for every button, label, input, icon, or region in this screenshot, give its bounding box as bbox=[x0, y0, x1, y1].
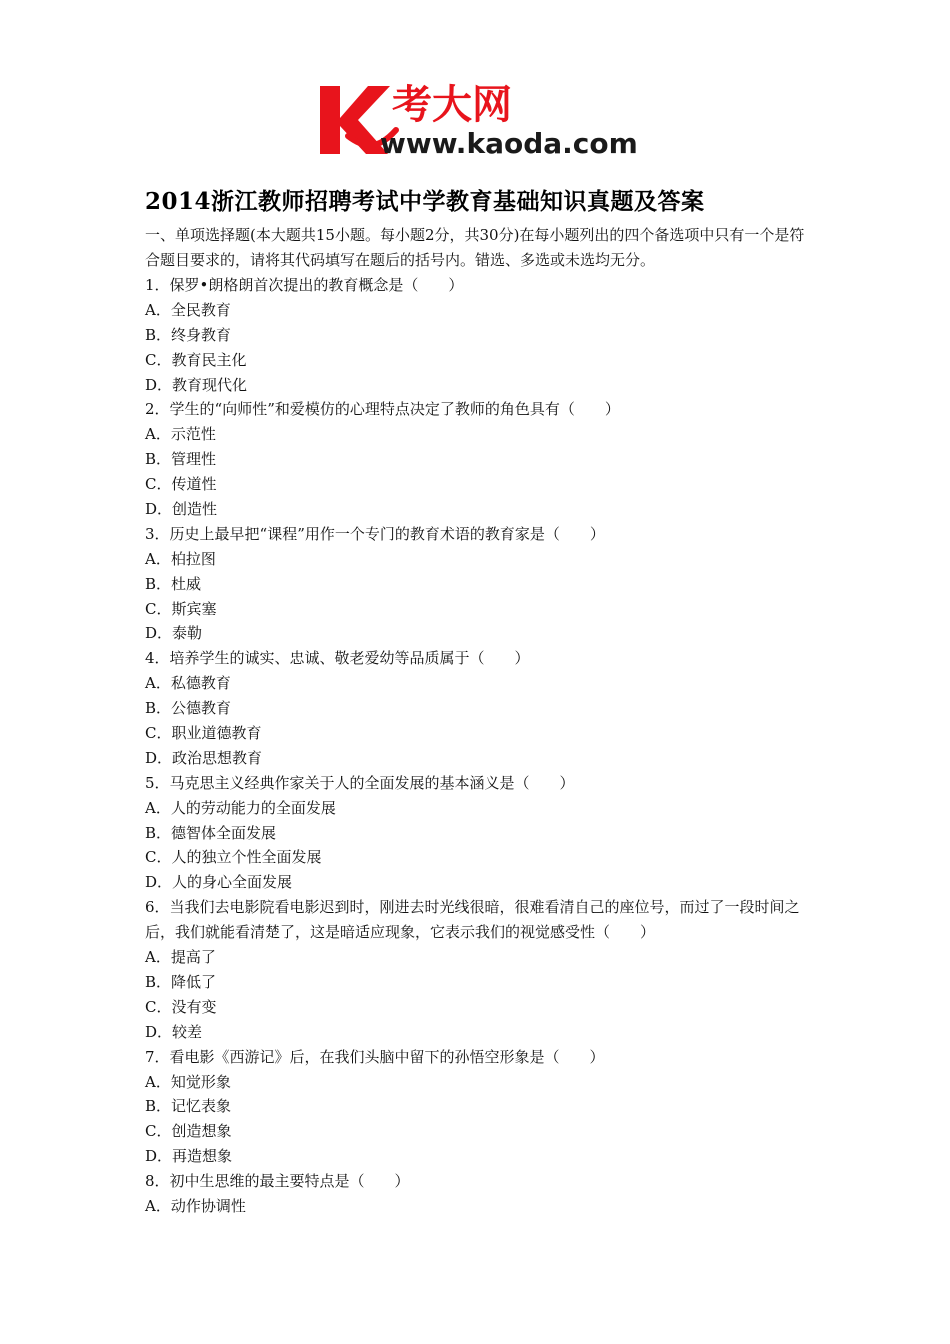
question-item bbox=[145, 1045, 815, 1169]
answer-option: B．终身教育 bbox=[145, 325, 232, 344]
answer-option: C．没有变 bbox=[145, 997, 217, 1016]
answer-option: A．提高了 bbox=[145, 948, 216, 967]
answer-option: C．教育民主化 bbox=[145, 350, 247, 369]
answer-option: A．全民教育 bbox=[145, 300, 231, 319]
answer-option: B．降低了 bbox=[145, 972, 217, 991]
answer-option: A．柏拉图 bbox=[145, 549, 216, 568]
answer-option: C．职业道德教育 bbox=[145, 724, 262, 743]
question-item bbox=[145, 397, 815, 521]
question-item bbox=[145, 895, 815, 1044]
question-item bbox=[145, 646, 815, 770]
question-list bbox=[145, 273, 815, 1219]
answer-option: D．较差 bbox=[145, 1022, 203, 1041]
answer-option: A．私德教育 bbox=[145, 674, 231, 693]
question-item bbox=[145, 1169, 815, 1219]
answer-option: B．德智体全面发展 bbox=[145, 823, 277, 842]
answer-option: D．再造想象 bbox=[145, 1147, 233, 1166]
section-instructions: 一、单项选择题(本大题共15小题。每小题2分，共30分)在每小题列出的四个备选项中只有一个是符合题目要求的，请将其代码填写在题后的括号内。错选、多选或未选均无分。 bbox=[145, 226, 805, 269]
kaoda-logo bbox=[318, 78, 640, 164]
answer-option: A．动作协调性 bbox=[145, 1196, 246, 1215]
question-item bbox=[145, 273, 815, 397]
answer-option: C．斯宾塞 bbox=[145, 599, 217, 618]
answer-option: C．传道性 bbox=[145, 475, 217, 494]
answer-option: A．示范性 bbox=[145, 425, 216, 444]
answer-option: D．人的身心全面发展 bbox=[145, 873, 293, 892]
question-stem: 3．历史上最早把“课程”用作一个专门的教育术语的教育家是（ ） bbox=[145, 524, 605, 543]
answer-option: B．管理性 bbox=[145, 450, 217, 469]
svg-text:www.kaoda.com: www.kaoda.com bbox=[380, 127, 638, 160]
answer-option: A．人的劳动能力的全面发展 bbox=[145, 798, 336, 817]
answer-option: D．泰勒 bbox=[145, 624, 203, 643]
question-stem: 2．学生的“向师性”和爱模仿的心理特点决定了教师的角色具有（ ） bbox=[145, 400, 620, 419]
question-stem: 4．培养学生的诚实、忠诚、敬老爱幼等品质属于（ ） bbox=[145, 649, 530, 668]
question-stem: 6．当我们去电影院看电影迟到时，刚进去时光线很暗，很难看清自己的座位号，而过了一段时间之后，我们就能看清楚了，这是暗适应现象，它表示我们的视觉感受性（ ） bbox=[145, 898, 800, 942]
answer-option: D．创造性 bbox=[145, 500, 218, 519]
answer-option: D．教育现代化 bbox=[145, 375, 248, 394]
exam-body bbox=[145, 223, 815, 1219]
answer-option: B．杜威 bbox=[145, 574, 202, 593]
answer-option: B．记忆表象 bbox=[145, 1097, 232, 1116]
question-stem: 5．马克思主义经典作家关于人的全面发展的基本涵义是（ ） bbox=[145, 773, 575, 792]
answer-option: C．创造想象 bbox=[145, 1122, 232, 1141]
page-title: 2014浙江教师招聘考试中学教育基础知识真题及答案 bbox=[145, 188, 705, 215]
answer-option: A．知觉形象 bbox=[145, 1072, 231, 1091]
answer-option: B．公德教育 bbox=[145, 699, 232, 718]
question-item bbox=[145, 771, 815, 895]
answer-option: D．政治思想教育 bbox=[145, 748, 263, 767]
svg-text:考大网: 考大网 bbox=[392, 82, 512, 128]
kaoda-logo-graphic bbox=[318, 78, 640, 164]
answer-option: C．人的独立个性全面发展 bbox=[145, 848, 322, 867]
question-stem: 8．初中生思维的最主要特点是（ ） bbox=[145, 1172, 410, 1191]
question-item bbox=[145, 522, 815, 646]
question-stem: 1．保罗•朗格朗首次提出的教育概念是（ ） bbox=[145, 276, 464, 294]
question-stem: 7．看电影《西游记》后，在我们头脑中留下的孙悟空形象是（ ） bbox=[145, 1047, 605, 1066]
